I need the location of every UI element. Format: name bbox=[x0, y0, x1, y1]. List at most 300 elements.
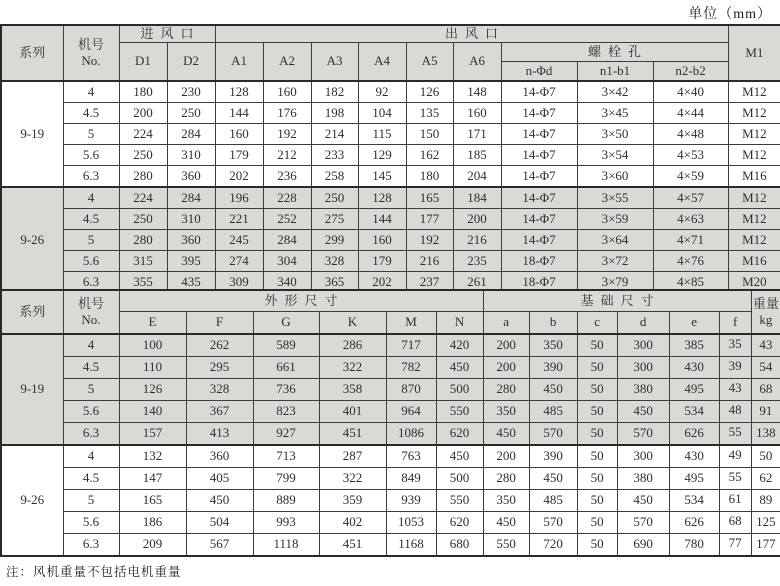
value-cell: 328 bbox=[311, 251, 358, 272]
value-cell: 129 bbox=[358, 145, 406, 166]
value-cell: 14-Φ7 bbox=[501, 103, 577, 124]
value-cell: 380 bbox=[617, 468, 669, 490]
value-cell: 365 bbox=[311, 272, 358, 294]
value-cell: 54 bbox=[751, 357, 780, 379]
value-cell: 300 bbox=[617, 334, 669, 357]
value-cell: 14-Φ7 bbox=[501, 230, 577, 251]
value-cell: 236 bbox=[263, 166, 311, 188]
value-cell: 196 bbox=[215, 187, 263, 209]
value-cell: 179 bbox=[358, 251, 406, 272]
inlet-outlet-dimensions-table bbox=[0, 24, 780, 294]
value-cell: 14-Φ7 bbox=[501, 166, 577, 188]
value-cell: 385 bbox=[669, 334, 719, 357]
value-cell: 4×71 bbox=[653, 230, 728, 251]
value-cell: 128 bbox=[358, 187, 406, 209]
value-cell: 287 bbox=[319, 445, 386, 468]
value-cell: 125 bbox=[751, 512, 780, 534]
value-cell: 395 bbox=[167, 251, 215, 272]
value-cell: M12 bbox=[728, 187, 780, 209]
value-cell: 451 bbox=[319, 423, 386, 446]
table-row bbox=[1, 209, 780, 230]
table-row bbox=[1, 145, 780, 166]
value-cell: 18-Φ7 bbox=[501, 251, 577, 272]
col-header-f: F bbox=[186, 312, 253, 335]
value-cell: 115 bbox=[358, 124, 406, 145]
value-cell: 534 bbox=[669, 490, 719, 512]
value-cell: 690 bbox=[617, 534, 669, 557]
value-cell: 62 bbox=[751, 468, 780, 490]
value-cell: 359 bbox=[319, 490, 386, 512]
value-cell: 262 bbox=[186, 334, 253, 357]
value-cell: 228 bbox=[263, 187, 311, 209]
value-cell: 4×63 bbox=[653, 209, 728, 230]
value-cell: 315 bbox=[119, 251, 167, 272]
value-cell: 626 bbox=[669, 423, 719, 446]
value-cell: 212 bbox=[263, 145, 311, 166]
value-cell: M12 bbox=[728, 145, 780, 166]
value-cell: 1118 bbox=[253, 534, 319, 557]
bolt-holes-header: 螺栓孔 bbox=[501, 43, 728, 62]
value-cell: 451 bbox=[319, 534, 386, 557]
value-cell: 310 bbox=[167, 145, 215, 166]
value-cell: 360 bbox=[167, 230, 215, 251]
value-cell: 570 bbox=[617, 512, 669, 534]
value-cell: 570 bbox=[529, 512, 577, 534]
value-cell: 204 bbox=[453, 166, 501, 188]
machine-no-cell: 6.3 bbox=[63, 166, 119, 188]
value-cell: 184 bbox=[453, 187, 501, 209]
value-cell: 250 bbox=[167, 103, 215, 124]
value-cell: M12 bbox=[728, 209, 780, 230]
value-cell: 258 bbox=[311, 166, 358, 188]
value-cell: 202 bbox=[358, 272, 406, 294]
table-row bbox=[1, 401, 780, 423]
value-cell: 620 bbox=[436, 512, 483, 534]
value-cell: 430 bbox=[669, 357, 719, 379]
value-cell: 182 bbox=[311, 81, 358, 103]
value-cell: 4×85 bbox=[653, 272, 728, 294]
value-cell: 284 bbox=[263, 230, 311, 251]
value-cell: 162 bbox=[406, 145, 453, 166]
value-cell: 77 bbox=[719, 534, 751, 557]
value-cell: M16 bbox=[728, 166, 780, 188]
value-cell: 180 bbox=[119, 81, 167, 103]
value-cell: 180 bbox=[406, 166, 453, 188]
value-cell: 43 bbox=[751, 334, 780, 357]
machine-no-cell: 4.5 bbox=[63, 468, 119, 490]
value-cell: 250 bbox=[119, 209, 167, 230]
value-cell: 713 bbox=[253, 445, 319, 468]
value-cell: 18-Φ7 bbox=[501, 272, 577, 294]
value-cell: 177 bbox=[406, 209, 453, 230]
value-cell: 237 bbox=[406, 272, 453, 294]
value-cell: 534 bbox=[669, 401, 719, 423]
machine-no-cell: 4.5 bbox=[63, 209, 119, 230]
foundation-dims-header: 基础尺寸 bbox=[483, 290, 751, 312]
value-cell: 782 bbox=[386, 357, 436, 379]
value-cell: 360 bbox=[167, 166, 215, 188]
col-header-d1: D1 bbox=[119, 43, 167, 82]
value-cell: 390 bbox=[529, 357, 577, 379]
series-cell: 9-19 bbox=[1, 81, 63, 187]
value-cell: 870 bbox=[386, 379, 436, 401]
value-cell: 402 bbox=[319, 512, 386, 534]
value-cell: 4×48 bbox=[653, 124, 728, 145]
machine-no-cell: 5.6 bbox=[63, 401, 119, 423]
value-cell: 185 bbox=[453, 145, 501, 166]
value-cell: M12 bbox=[728, 81, 780, 103]
value-cell: 450 bbox=[617, 401, 669, 423]
value-cell: 405 bbox=[186, 468, 253, 490]
value-cell: 993 bbox=[253, 512, 319, 534]
col-header-g: G bbox=[253, 312, 319, 335]
value-cell: 250 bbox=[119, 145, 167, 166]
series-cell: 9-19 bbox=[1, 334, 63, 445]
value-cell: 500 bbox=[436, 468, 483, 490]
value-cell: 570 bbox=[529, 423, 577, 446]
value-cell: 3×72 bbox=[577, 251, 653, 272]
table-row bbox=[1, 187, 780, 209]
value-cell: 110 bbox=[119, 357, 186, 379]
value-cell: 148 bbox=[453, 81, 501, 103]
value-cell: 216 bbox=[453, 230, 501, 251]
value-cell: 50 bbox=[577, 357, 617, 379]
value-cell: 736 bbox=[253, 379, 319, 401]
machine-no-cell: 6.3 bbox=[63, 423, 119, 446]
m1-header: M1 bbox=[728, 25, 780, 81]
col-header-a5: A5 bbox=[406, 43, 453, 82]
value-cell: 780 bbox=[669, 534, 719, 557]
table-row bbox=[1, 490, 780, 512]
value-cell: 209 bbox=[119, 534, 186, 557]
value-cell: 284 bbox=[167, 187, 215, 209]
value-cell: 50 bbox=[577, 512, 617, 534]
value-cell: 626 bbox=[669, 512, 719, 534]
series-header: 系列 bbox=[1, 290, 63, 334]
value-cell: 367 bbox=[186, 401, 253, 423]
value-cell: 322 bbox=[319, 357, 386, 379]
machine-no-cell: 5.6 bbox=[63, 145, 119, 166]
table-row bbox=[1, 379, 780, 401]
value-cell: 250 bbox=[311, 187, 358, 209]
value-cell: 100 bbox=[119, 334, 186, 357]
machine-no-cell: 4 bbox=[63, 445, 119, 468]
value-cell: 309 bbox=[215, 272, 263, 294]
value-cell: 126 bbox=[406, 81, 453, 103]
value-cell: 160 bbox=[453, 103, 501, 124]
value-cell: 299 bbox=[311, 230, 358, 251]
value-cell: 413 bbox=[186, 423, 253, 446]
col-header-b: b bbox=[529, 312, 577, 335]
value-cell: 165 bbox=[406, 187, 453, 209]
col-header-d2: D2 bbox=[167, 43, 215, 82]
value-cell: 1053 bbox=[386, 512, 436, 534]
value-cell: 450 bbox=[617, 490, 669, 512]
machine-no-cell: 5 bbox=[63, 230, 119, 251]
value-cell: 230 bbox=[167, 81, 215, 103]
value-cell: 43 bbox=[719, 379, 751, 401]
table-row bbox=[1, 81, 780, 103]
value-cell: 3×55 bbox=[577, 187, 653, 209]
value-cell: 214 bbox=[311, 124, 358, 145]
value-cell: 4×40 bbox=[653, 81, 728, 103]
value-cell: 4×44 bbox=[653, 103, 728, 124]
col-header-a3: A3 bbox=[311, 43, 358, 82]
value-cell: 500 bbox=[436, 379, 483, 401]
value-cell: 128 bbox=[215, 81, 263, 103]
value-cell: 435 bbox=[167, 272, 215, 294]
machine-no-cell: 5 bbox=[63, 379, 119, 401]
value-cell: 200 bbox=[483, 357, 529, 379]
table-row bbox=[1, 423, 780, 446]
value-cell: M12 bbox=[728, 124, 780, 145]
machine-no-header: 机号 No. bbox=[63, 290, 119, 334]
machine-no-cell: 4 bbox=[63, 187, 119, 209]
value-cell: 68 bbox=[719, 512, 751, 534]
machine-no-header: 机号 No. bbox=[63, 25, 119, 81]
value-cell: 245 bbox=[215, 230, 263, 251]
value-cell: 68 bbox=[751, 379, 780, 401]
series-cell: 9-26 bbox=[1, 445, 63, 556]
value-cell: 50 bbox=[577, 534, 617, 557]
value-cell: 3×42 bbox=[577, 81, 653, 103]
value-cell: 589 bbox=[253, 334, 319, 357]
col-header-a2: A2 bbox=[263, 43, 311, 82]
value-cell: 200 bbox=[483, 334, 529, 357]
value-cell: 763 bbox=[386, 445, 436, 468]
table-row bbox=[1, 512, 780, 534]
value-cell: 224 bbox=[119, 187, 167, 209]
value-cell: 849 bbox=[386, 468, 436, 490]
col-header-m: M bbox=[386, 312, 436, 335]
table1-body bbox=[1, 81, 780, 293]
value-cell: 200 bbox=[483, 445, 529, 468]
value-cell: 355 bbox=[119, 272, 167, 294]
col-header-n2-b2: n2-b2 bbox=[653, 62, 728, 82]
unit-label: 单位（mm） bbox=[688, 7, 772, 22]
value-cell: 91 bbox=[751, 401, 780, 423]
value-cell: 939 bbox=[386, 490, 436, 512]
value-cell: 310 bbox=[167, 209, 215, 230]
value-cell: 138 bbox=[751, 423, 780, 446]
value-cell: 358 bbox=[319, 379, 386, 401]
machine-no-cell: 4 bbox=[63, 81, 119, 103]
value-cell: 14-Φ7 bbox=[501, 209, 577, 230]
value-cell: 126 bbox=[119, 379, 186, 401]
value-cell: 89 bbox=[751, 490, 780, 512]
value-cell: 360 bbox=[186, 445, 253, 468]
value-cell: 620 bbox=[436, 423, 483, 446]
value-cell: 157 bbox=[119, 423, 186, 446]
value-cell: 280 bbox=[483, 379, 529, 401]
value-cell: 304 bbox=[263, 251, 311, 272]
value-cell: 49 bbox=[719, 445, 751, 468]
value-cell: 177 bbox=[751, 534, 780, 557]
machine-no-cell: 5.6 bbox=[63, 251, 119, 272]
value-cell: M16 bbox=[728, 251, 780, 272]
value-cell: 50 bbox=[751, 445, 780, 468]
machine-no-cell: 5 bbox=[63, 124, 119, 145]
col-header-n-phi-d: n-Φd bbox=[501, 62, 577, 82]
col-header-a4: A4 bbox=[358, 43, 406, 82]
machine-no-cell: 4.5 bbox=[63, 357, 119, 379]
value-cell: 3×45 bbox=[577, 103, 653, 124]
machine-no-cell: 4 bbox=[63, 334, 119, 357]
value-cell: 50 bbox=[577, 334, 617, 357]
overall-foundation-dimensions-table bbox=[0, 289, 780, 557]
value-cell: 799 bbox=[253, 468, 319, 490]
table-row bbox=[1, 357, 780, 379]
value-cell: 964 bbox=[386, 401, 436, 423]
table-row bbox=[1, 103, 780, 124]
value-cell: 280 bbox=[119, 230, 167, 251]
value-cell: 92 bbox=[358, 81, 406, 103]
value-cell: 720 bbox=[529, 534, 577, 557]
value-cell: 284 bbox=[167, 124, 215, 145]
value-cell: 485 bbox=[529, 401, 577, 423]
value-cell: 350 bbox=[483, 401, 529, 423]
value-cell: 48 bbox=[719, 401, 751, 423]
value-cell: 450 bbox=[483, 512, 529, 534]
col-header-a6: A6 bbox=[453, 43, 501, 82]
col-header-n: N bbox=[436, 312, 483, 335]
value-cell: 14-Φ7 bbox=[501, 145, 577, 166]
value-cell: 200 bbox=[453, 209, 501, 230]
machine-no-cell: 5 bbox=[63, 490, 119, 512]
value-cell: 550 bbox=[436, 490, 483, 512]
machine-no-cell: 6.3 bbox=[63, 272, 119, 294]
value-cell: 50 bbox=[577, 468, 617, 490]
value-cell: 186 bbox=[119, 512, 186, 534]
value-cell: 179 bbox=[215, 145, 263, 166]
machine-no-cell: 6.3 bbox=[63, 534, 119, 557]
value-cell: 504 bbox=[186, 512, 253, 534]
value-cell: 35 bbox=[719, 334, 751, 357]
value-cell: 176 bbox=[263, 103, 311, 124]
value-cell: 216 bbox=[406, 251, 453, 272]
value-cell: 55 bbox=[719, 468, 751, 490]
table-row bbox=[1, 251, 780, 272]
value-cell: 280 bbox=[119, 166, 167, 188]
value-cell: 160 bbox=[358, 230, 406, 251]
col-header-e2: e bbox=[669, 312, 719, 335]
value-cell: 192 bbox=[263, 124, 311, 145]
value-cell: 252 bbox=[263, 209, 311, 230]
value-cell: 50 bbox=[577, 423, 617, 446]
value-cell: 661 bbox=[253, 357, 319, 379]
value-cell: 450 bbox=[483, 423, 529, 446]
value-cell: 14-Φ7 bbox=[501, 187, 577, 209]
table2-header bbox=[1, 290, 780, 334]
value-cell: 4×59 bbox=[653, 166, 728, 188]
value-cell: 485 bbox=[529, 490, 577, 512]
machine-no-cell: 4.5 bbox=[63, 103, 119, 124]
value-cell: 450 bbox=[436, 445, 483, 468]
value-cell: 61 bbox=[719, 490, 751, 512]
value-cell: 14-Φ7 bbox=[501, 124, 577, 145]
value-cell: 823 bbox=[253, 401, 319, 423]
value-cell: 192 bbox=[406, 230, 453, 251]
series-cell: 9-26 bbox=[1, 187, 63, 293]
col-header-e: E bbox=[119, 312, 186, 335]
col-header-k: K bbox=[319, 312, 386, 335]
value-cell: 286 bbox=[319, 334, 386, 357]
value-cell: M12 bbox=[728, 230, 780, 251]
value-cell: 55 bbox=[719, 423, 751, 446]
value-cell: M12 bbox=[728, 103, 780, 124]
col-header-f2: f bbox=[719, 312, 751, 335]
col-header-a1: A1 bbox=[215, 43, 263, 82]
table-row bbox=[1, 534, 780, 557]
value-cell: 295 bbox=[186, 357, 253, 379]
value-cell: 390 bbox=[529, 445, 577, 468]
value-cell: 450 bbox=[529, 379, 577, 401]
value-cell: 300 bbox=[617, 445, 669, 468]
value-cell: 927 bbox=[253, 423, 319, 446]
value-cell: 450 bbox=[186, 490, 253, 512]
value-cell: 145 bbox=[358, 166, 406, 188]
value-cell: 39 bbox=[719, 357, 751, 379]
value-cell: 261 bbox=[453, 272, 501, 294]
value-cell: M20 bbox=[728, 272, 780, 294]
value-cell: 4×53 bbox=[653, 145, 728, 166]
value-cell: 160 bbox=[263, 81, 311, 103]
table-row bbox=[1, 166, 780, 188]
inlet-header: 进风口 bbox=[119, 25, 215, 43]
value-cell: 3×59 bbox=[577, 209, 653, 230]
value-cell: 550 bbox=[436, 401, 483, 423]
footnote: 注：风机重量不包括电机重量 bbox=[6, 565, 182, 579]
value-cell: 300 bbox=[617, 357, 669, 379]
value-cell: 322 bbox=[319, 468, 386, 490]
value-cell: 1168 bbox=[386, 534, 436, 557]
table-row bbox=[1, 468, 780, 490]
value-cell: 104 bbox=[358, 103, 406, 124]
value-cell: 495 bbox=[669, 379, 719, 401]
value-cell: 132 bbox=[119, 445, 186, 468]
value-cell: 1086 bbox=[386, 423, 436, 446]
value-cell: 274 bbox=[215, 251, 263, 272]
value-cell: 420 bbox=[436, 334, 483, 357]
value-cell: 450 bbox=[529, 468, 577, 490]
value-cell: 160 bbox=[215, 124, 263, 145]
value-cell: 550 bbox=[483, 534, 529, 557]
value-cell: 135 bbox=[406, 103, 453, 124]
value-cell: 3×50 bbox=[577, 124, 653, 145]
value-cell: 50 bbox=[577, 490, 617, 512]
value-cell: 150 bbox=[406, 124, 453, 145]
value-cell: 4×57 bbox=[653, 187, 728, 209]
weight-header: 重量 kg bbox=[751, 290, 780, 334]
col-header-d: d bbox=[617, 312, 669, 335]
value-cell: 717 bbox=[386, 334, 436, 357]
value-cell: 380 bbox=[617, 379, 669, 401]
col-header-a: a bbox=[483, 312, 529, 335]
value-cell: 50 bbox=[577, 379, 617, 401]
col-header-c: c bbox=[577, 312, 617, 335]
value-cell: 4×76 bbox=[653, 251, 728, 272]
value-cell: 233 bbox=[311, 145, 358, 166]
table-row bbox=[1, 124, 780, 145]
value-cell: 235 bbox=[453, 251, 501, 272]
value-cell: 144 bbox=[358, 209, 406, 230]
value-cell: 200 bbox=[119, 103, 167, 124]
value-cell: 50 bbox=[577, 401, 617, 423]
value-cell: 140 bbox=[119, 401, 186, 423]
value-cell: 3×64 bbox=[577, 230, 653, 251]
value-cell: 889 bbox=[253, 490, 319, 512]
value-cell: 570 bbox=[617, 423, 669, 446]
